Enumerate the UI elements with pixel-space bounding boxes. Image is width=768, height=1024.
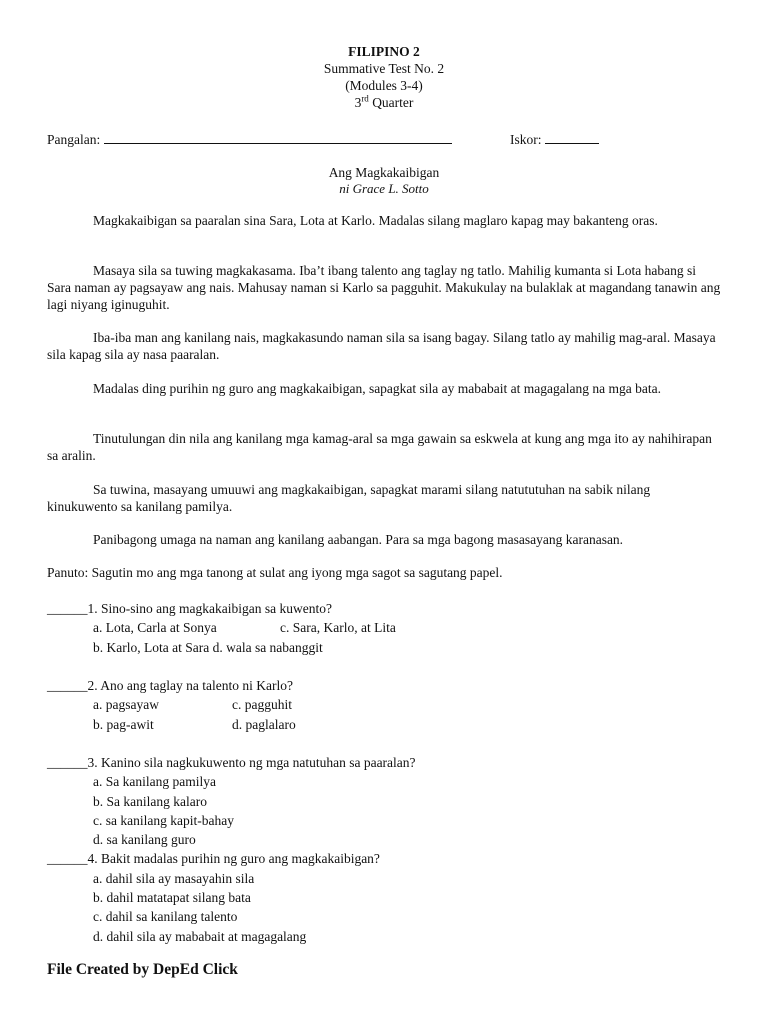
question-3-option-b: b. Sa kanilang kalaro bbox=[93, 794, 207, 809]
question-3: ______3. Kanino sila nagkukuwento ng mga natutuhan sa paaralan? bbox=[47, 755, 416, 770]
paragraph-4: Madalas ding purihin ng guro ang magkakaibigan, sapagkat sila ay mababait at magagalang na mga bata. bbox=[93, 381, 661, 396]
name-blank[interactable] bbox=[104, 130, 452, 144]
paragraph-7: Panibagong umaga na naman ang kanilang aabangan. Para sa mga bagong masasayang karanasan. bbox=[93, 532, 624, 547]
question-1-option-c: c. Sara, Karlo, at Lita bbox=[280, 620, 396, 635]
question-4-option-c: c. dahil sa kanilang talento bbox=[93, 909, 238, 924]
question-4: ______4. Bakit madalas purihin ng guro ang magkakaibigan? bbox=[47, 851, 380, 866]
question-3-option-a: a. Sa kanilang pamilya bbox=[93, 774, 216, 789]
question-2-option-a: a. pagsayaw bbox=[93, 697, 159, 712]
document-title: FILIPINO 2 bbox=[348, 44, 420, 59]
name-row bbox=[47, 130, 452, 148]
question-4-option-a: a. dahil sila ay masayahin sila bbox=[93, 871, 255, 886]
question-2: ______2. Ano ang taglay na talento ni Karlo? bbox=[47, 678, 293, 693]
question-1: ______1. Sino-sino ang magkakaibigan sa kuwento? bbox=[47, 601, 332, 616]
name-label: Pangalan: bbox=[47, 132, 101, 147]
paragraph-2: Masaya sila sa tuwing magkakasama. Iba’t ibang talento ang taglay ng tatlo. Mahilig kumanta si Lota habang si Sara naman ay pagsayaw ang nais. Mahusay naman si Karlo sa pagguhit. Makukulay na bulaklak at magandang tanawin ang lagi niyang iginuguhit. bbox=[47, 263, 721, 312]
question-4-option-d: d. dahil sila ay mababait at magagalang bbox=[93, 929, 307, 944]
quarter-suffix: rd bbox=[361, 93, 369, 104]
quarter-label bbox=[0, 95, 768, 111]
paragraph-3: Iba-iba man ang kanilang nais, magkakasundo naman sila sa isang bagay. Silang tatlo ay mahilig mag-aral. Masaya sila kapag sila ay nasa paaralan. bbox=[47, 330, 716, 362]
story-author: ni Grace L. Sotto bbox=[339, 181, 429, 196]
score-row bbox=[510, 130, 599, 148]
score-blank[interactable] bbox=[545, 130, 599, 144]
question-2-option-c: c. pagguhit bbox=[232, 697, 292, 712]
question-4-option-b: b. dahil matatapat silang bata bbox=[93, 890, 251, 905]
question-2-option-d: d. paglalaro bbox=[232, 717, 296, 732]
test-title: Summative Test No. 2 bbox=[323, 61, 445, 76]
score-label: Iskor: bbox=[510, 132, 542, 147]
paragraph-6: Sa tuwina, masayang umuuwi ang magkakaibigan, sapagkat marami silang natututuhan na sabik nilang kinukuwento sa kanilang pamilya. bbox=[47, 482, 651, 514]
paragraph-5: Tinutulungan din nila ang kanilang mga kamag-aral sa mga gawain sa eskwela at kung ang mga ito ay nahihirapan sa aralin. bbox=[47, 431, 712, 463]
quarter-number: 3 bbox=[354, 95, 362, 110]
paragraph-1: Magkakaibigan sa paaralan sina Sara, Lota at Karlo. Madalas silang maglaro kapag may bakanteng oras. bbox=[93, 213, 658, 228]
story-title: Ang Magkakaibigan bbox=[328, 165, 440, 180]
question-3-option-d: d. sa kanilang guro bbox=[93, 832, 196, 847]
footer-credit: File Created by DepEd Click bbox=[47, 961, 238, 978]
question-1-option-a: a. Lota, Carla at Sonya bbox=[93, 620, 217, 635]
modules-label: (Modules 3-4) bbox=[345, 78, 423, 93]
question-2-option-b: b. pag-awit bbox=[93, 717, 154, 732]
instructions: Panuto: Sagutin mo ang mga tanong at sulat ang iyong mga sagot sa sagutang papel. bbox=[47, 565, 503, 580]
question-1-option-b-d: b. Karlo, Lota at Sara d. wala sa nabanggit bbox=[93, 640, 323, 655]
question-3-option-c: c. sa kanilang kapit-bahay bbox=[93, 813, 234, 828]
quarter-word: Quarter bbox=[372, 95, 414, 110]
